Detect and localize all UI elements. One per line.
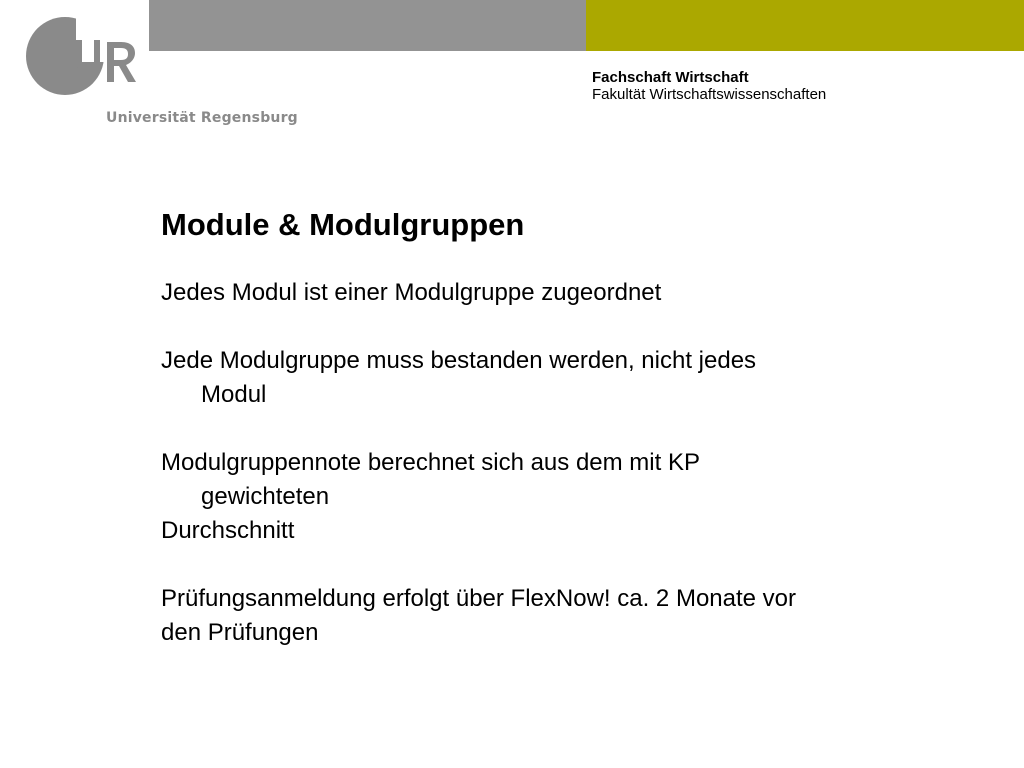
bullet-paragraph-2: [161, 344, 961, 412]
ur-logo-icon: [20, 10, 150, 105]
slide-title: Module & Modulgruppen: [161, 207, 525, 242]
bullet-paragraph-4: [161, 582, 961, 650]
paragraph-line: Jedes Modul ist einer Modulgruppe zugeordnet: [161, 279, 662, 306]
header-olive-bar: [586, 0, 1024, 51]
faculty-block: [592, 69, 826, 103]
paragraph-line: Jede Modulgruppe muss bestanden werden, nicht jedes: [161, 347, 757, 374]
bullet-paragraph-1: [161, 276, 961, 310]
logo-letters: UR: [100, 80, 102, 81]
university-name: Universität Regensburg: [106, 110, 298, 126]
bullet-paragraph-3: [161, 446, 961, 548]
faculty-name: Fachschaft Wirtschaft: [592, 69, 749, 86]
slide-content: [161, 205, 961, 684]
faculty-subtitle: Fakultät Wirtschaftswissenschaften: [592, 86, 827, 103]
university-logo: [20, 10, 298, 130]
paragraph-line: gewichteten: [201, 483, 330, 510]
paragraph-line: Modulgruppennote berechnet sich aus dem mit KP: [161, 449, 700, 476]
paragraph-line: Prüfungsanmeldung erfolgt über FlexNow! ca. 2 Monate vor: [161, 585, 797, 612]
paragraph-line: den Prüfungen: [161, 619, 319, 646]
paragraph-line: Modul: [201, 381, 267, 408]
paragraph-line: Durchschnitt: [161, 517, 295, 544]
